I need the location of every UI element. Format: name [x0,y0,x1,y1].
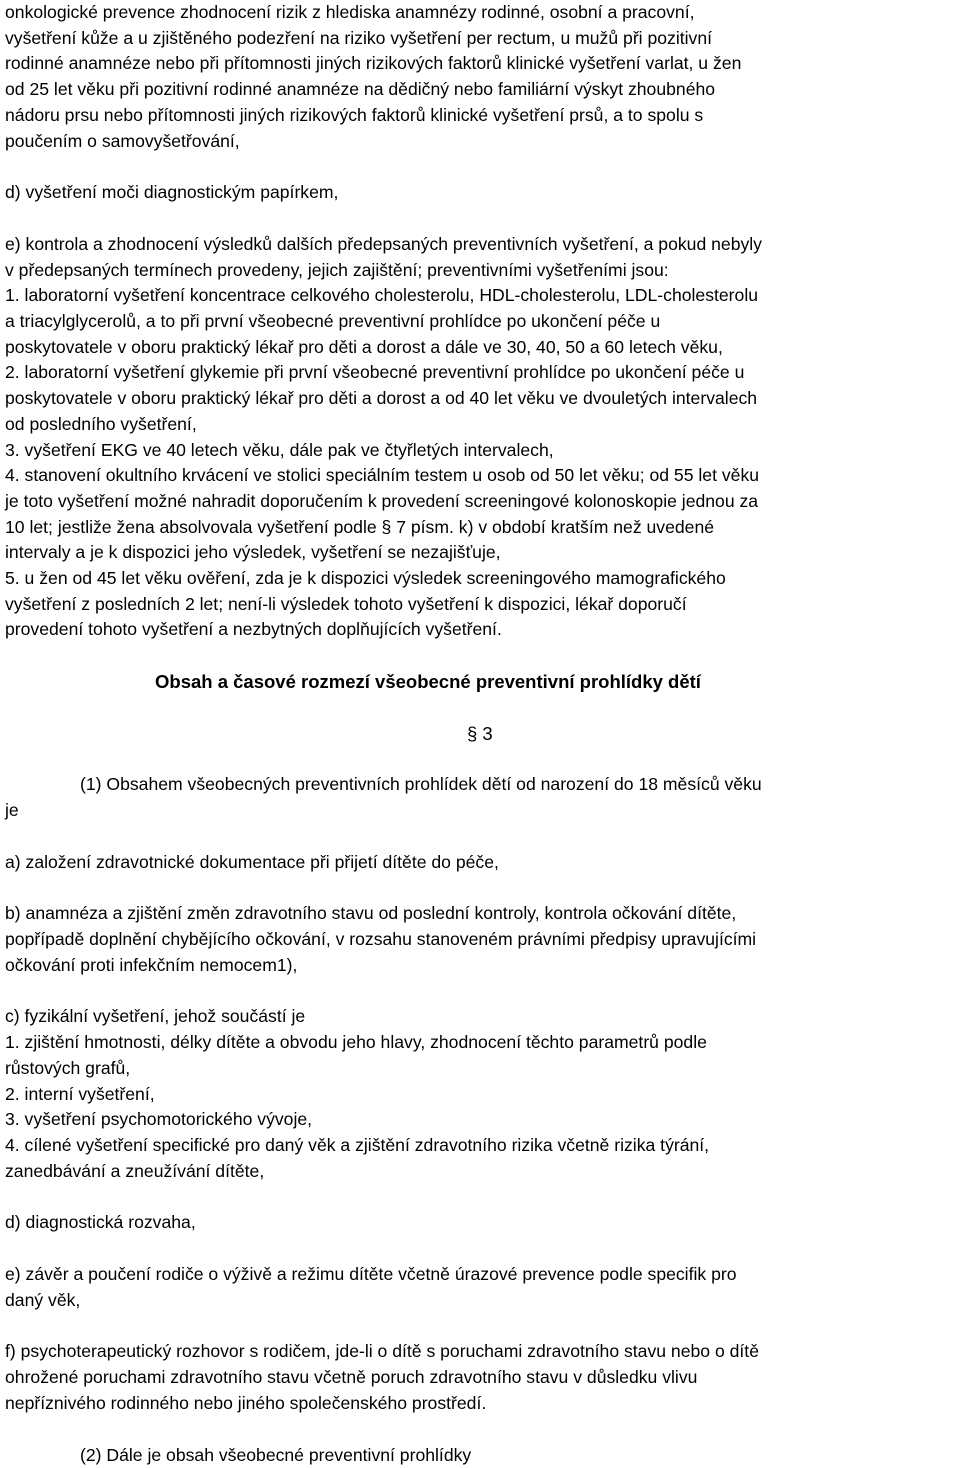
text-line: popřípadě doplnění chybějícího očkování, v rozsahu stanoveném právními předpisy upravujícími [5,928,757,949]
text-line: d) vyšetření moči diagnostickým papírkem, [5,182,339,203]
text-line: (2) Dále je obsah všeobecné preventivní prohlídky [80,1444,472,1465]
text-line: c) fyzikální vyšetření, jehož součástí je [5,1006,306,1027]
paragraph-2 [5,1443,956,1468]
section-paragraph-mark: § 3 [467,723,493,745]
text-line: (1) Obsahem všeobecných preventivních prohlídek dětí od narození do 18 měsíců věku [80,774,762,795]
child-item-c [5,1004,956,1184]
text-line: poskytovatele v oboru praktický lékař pro děti a dorost a dále ve 30, 40, 50 a 60 letech věku, [5,336,723,357]
text-line: intervaly a je k dispozici jeho výsledek, vyšetření se nezajišťuje, [5,542,501,563]
text-line: 1. zjištění hmotnosti, délky dítěte a obvodu jeho hlavy, zhodnocení těchto parametrů podle [5,1032,707,1053]
text-line: 4. cílené vyšetření specifické pro daný věk a zjištění zdravotního rizika včetně rizika týrání, [5,1134,710,1155]
text-line: nádoru prsu nebo přítomnosti jiných rizikových faktorů klinické vyšetření prsů, a to spolu s [5,104,704,125]
text-line: d) diagnostická rozvaha, [5,1212,196,1233]
text-line: 4. stanovení okultního krvácení ve stolici speciálním testem u osob od 50 let věku; od 55 let věku [5,465,760,486]
text-line: od 25 let věku při pozitivní rodinné anamnéze na dědičný nebo familiární výskyt zhoubného [5,79,716,100]
text-line: a triacylglycerolů, a to při první všeobecné preventivní prohlídce po ukončení péče u [5,311,661,332]
child-item-b [5,901,956,978]
child-item-f [5,1339,956,1416]
text-line: provedení tohoto vyšetření a nezbytných doplňujících vyšetření. [5,619,502,640]
text-line: rodinné anamnéze nebo při přítomnosti jiných rizikových faktorů klinické vyšetření varlat, u žen [5,53,742,74]
text-line: e) závěr a poučení rodiče o výživě a režimu dítěte včetně úrazové prevence podle specifik pro [5,1264,737,1285]
intro-paragraph [5,0,956,154]
child-item-e [5,1262,956,1313]
child-item-a [5,850,956,876]
text-line: 5. u žen od 45 let věku ověření, zda je k dispozici výsledek screeningového mamografického [5,568,726,589]
text-line: 2. laboratorní vyšetření glykemie při první všeobecné preventivní prohlídce po ukončení péče u [5,362,745,383]
text-line: je [5,799,19,820]
text-line: vyšetření z posledních 2 let; není-li výsledek tohoto vyšetření k dispozici, lékař doporučí [5,593,687,614]
text-line: v předepsaných termínech provedeny, jejich zajištění; preventivními vyšetřeními jsou: [5,259,669,280]
text-line: ohrožené poruchami zdravotního stavu včetně poruch zdravotního stavu v důsledku vlivu [5,1367,698,1388]
text-line: je toto vyšetření možné nahradit doporučením k provedení screeningové kolonoskopie jednou za [5,490,759,511]
paragraph-1 [5,772,956,823]
list-item-d [5,180,956,206]
text-line: f) psychoterapeutický rozhovor s rodičem, jde-li o dítě s poruchami zdravotního stavu nebo o dítě [5,1341,759,1362]
text-line: růstových grafů, [5,1057,131,1078]
text-line: 10 let; jestliže žena absolvovala vyšetření podle § 7 písm. k) v období kratším než uvedené [5,516,715,537]
text-line: 1. laboratorní vyšetření koncentrace celkového cholesterolu, HDL-cholesterolu, LDL-cholesterolu [5,285,759,306]
text-line: e) kontrola a zhodnocení výsledků dalších předepsaných preventivních vyšetření, a pokud nebyly [5,233,762,254]
text-line: vyšetření kůže a u zjištěného podezření na riziko vyšetření per rectum, u mužů při pozitivní [5,27,713,48]
list-item-e [5,232,956,643]
text-line: daný věk, [5,1289,81,1310]
text-line: a) založení zdravotnické dokumentace při přijetí dítěte do péče, [5,851,499,872]
text-line: zanedbávání a zneužívání dítěte, [5,1160,265,1181]
text-line: 2. interní vyšetření, [5,1083,155,1104]
text-line: 3. vyšetření psychomotorického vývoje, [5,1109,313,1130]
text-line: nepříznivého rodinného nebo jiného společenského prostředí. [5,1392,487,1413]
text-line: onkologické prevence zhodnocení rizik z hlediska anamnézy rodinné, osobní a pracovní, [5,2,695,22]
text-line: poučením o samovyšetřování, [5,130,240,151]
child-item-d [5,1210,956,1236]
text-line: poskytovatele v oboru praktický lékař pro děti a dorost a od 40 let věku ve dvouletých intervalech [5,388,758,409]
text-line: od posledního vyšetření, [5,413,197,434]
text-line: očkování proti infekčním nemocem1), [5,954,298,975]
text-line: b) anamnéza a zjištění změn zdravotního stavu od poslední kontroly, kontrola očkování dítěte, [5,903,737,924]
text-line: 3. vyšetření EKG ve 40 letech věku, dále pak ve čtyřletých intervalech, [5,439,554,460]
section-title: Obsah a časové rozmezí všeobecné preventivní prohlídky dětí [155,671,701,693]
